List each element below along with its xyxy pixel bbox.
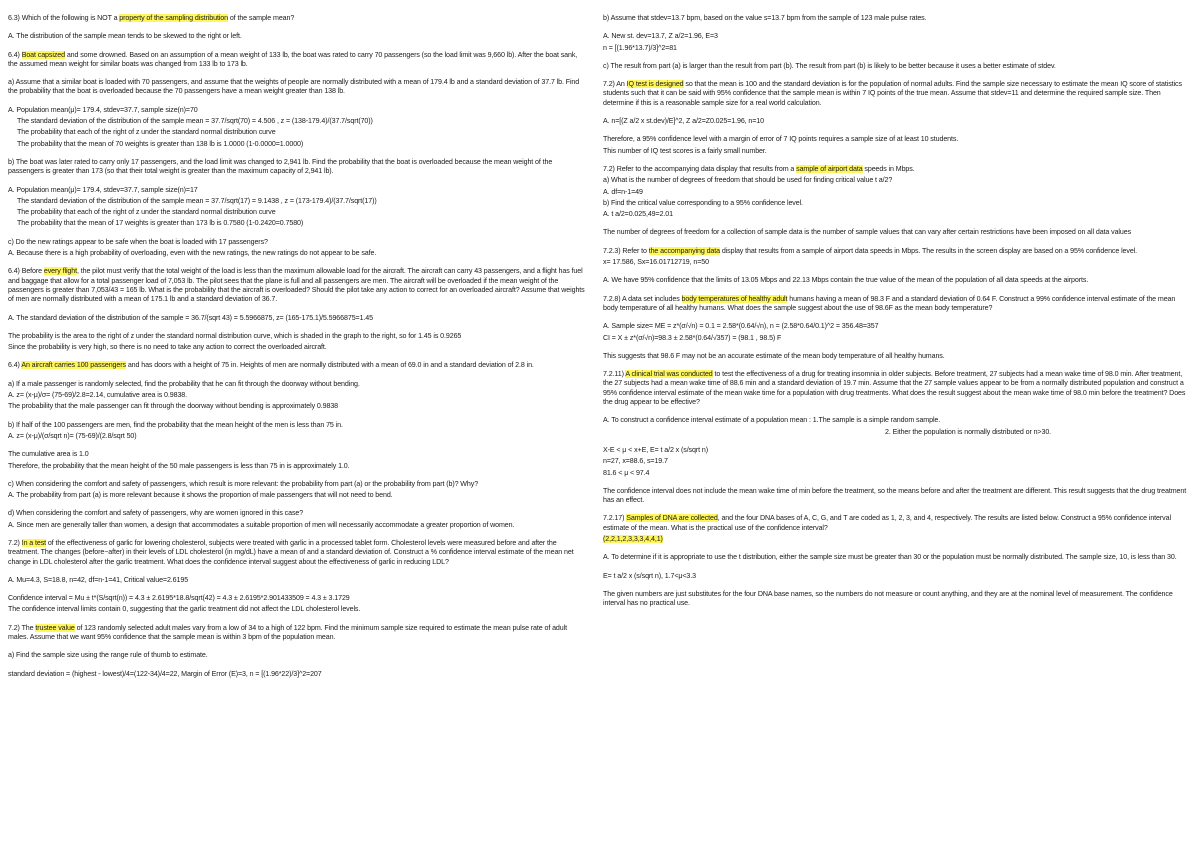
text: so that the mean is 100 and the standard deviation is for the population of normal adults. Find the sample size necessary to estimate the mean IQ score of statistics students such that it can be said with 95% confidence that the sample mean is within 7 IQ points of the true mean. Assume that stdev=11 and determine the required sample size. Then determine if this is a reasonable sample size for a real world calculation.: [603, 80, 1182, 107]
answer-line: A. We have 95% confidence that the limits of 13.05 Mbps and 22.13 Mbps contain the true value of the mean of the population of all data speeds at the airports.: [603, 276, 1089, 285]
highlight: trustee value: [35, 623, 75, 632]
text: 7.2) Refer to the accompanying data display that results from a: [603, 164, 797, 173]
text: 6.4): [8, 50, 22, 59]
text: speeds in Mbps.: [862, 164, 915, 173]
answer-6-3: A. The distribution of the sample mean tends to be skewed to the right or left.: [8, 32, 242, 41]
answer-line: A. z= (x-μ)/σ= (75-69)/2.8=2.14, cumulative area is 0.9838.: [8, 391, 188, 400]
answer-line: A. New st. dev=13.7, Z a/2=1.96, E=3: [603, 32, 718, 41]
text: 6.4): [8, 361, 22, 370]
answer-line: The given numbers are just substitutes for the four DNA base names, so the numbers do not measure or count anything, and they are at the nominal level of measurement. The confidence interval has no practical use.: [603, 589, 1173, 608]
answer-line: A. Because there is a high probability of overloading, even with the new ratings, the new ratings do not appear to be safe.: [8, 249, 377, 258]
text: 7.2) An: [603, 80, 627, 89]
answer-line: X-E < μ < x+E, E= t a/2 x (s/sqrt n): [603, 445, 708, 454]
question-part-b: b) Assume that stdev=13.7 bpm, based on the value s=13.7 bpm from the sample of 123 male pulse rates.: [603, 14, 927, 22]
answer-line: Therefore, a 95% confidence level with a margin of error of 7 IQ points requires a sample size of at least 10 students.: [603, 135, 959, 144]
text: of the sample mean?: [227, 14, 295, 22]
text: 6.3) Which of the following is NOT a: [8, 14, 120, 22]
question-7-2-17: [603, 514, 1188, 533]
answer-line: A. Population mean(μ)= 179.4, stdev=37.7, sample size(n)=70: [8, 105, 198, 114]
answer-line: The confidence interval does not include the mean wake time of min before the treatment, so the means before and after the treatment are different. This result suggests that the drug treatment has an effect.: [603, 486, 1187, 505]
text: display that results from a sample of airport data speeds in Mbps. The results in the screen display are based on a 95% confidence level.: [719, 246, 1138, 255]
answer-line: Confidence interval = Mu ± t*(S/sqrt(n)) = 4.3 ± 2.6195*18.8/sqrt(42) = 4.3 ± 2.6195*2.901433509 = 4.3 ± 3.1729: [8, 594, 350, 603]
answer-line: x= 17.586, Sx=16.01712719, n=50: [603, 258, 709, 267]
answer-line: A. Mu=4.3, S=18.8, n=42, df=n-1=41, Critical value=2.6195: [8, 575, 189, 584]
question-6-3: [8, 14, 586, 23]
answer-line: A. n=[(Z a/2 x st.dev)/E]^2, Z a/2=Z0.025=1.96, n=10: [603, 117, 764, 126]
question-7-2-data-speeds: [603, 165, 1188, 174]
answer-line: The standard deviation of the distribution of the sample mean = 37.7/sqrt(17) = 9.1438 , z = (173-179.4)/(37.7/sqrt(17)): [17, 196, 377, 205]
text: and has doors with a height of 75 in. Heights of men are normally distributed with a mean of 69.0 in and a standard deviation of 2.8 in.: [125, 361, 534, 370]
text: , the pilot must verify that the total weight of the load is less than the maximum allowable load for the aircraft. The aircraft can carry 43 passengers, and a flight has fuel and baggage that allow for a total passenger load of 7,053 lb. The pilot sees that the plane is full and all passengers are men. The aircraft will be overloaded if the mean weight of the passengers is greater than 7,053/43 = 165 lb. What is the probability that the aircraft is overloaded? Should the pilot take any action to correct for an overloaded aircraft? Assume that weights of men are normally distributed with a mean of 175.1 lb and a standard deviation of 36.7.: [8, 267, 585, 304]
answer-line: The standard deviation of the distribution of the sample mean = 37.7/sqrt(70) = 4.506 , z = (138-179.4)/(37.7/sqrt(70)): [17, 117, 373, 126]
question-part-c: c) The result from part (a) is larger than the result from part (b). The result from part (b) is likely to be better because it uses a better estimate of stdev.: [603, 61, 1056, 70]
highlight: Samples of DNA are collected: [626, 514, 718, 523]
answer-line: A. The probability from part (a) is more relevant because it shows the proportion of male passengers that will not need to bend.: [8, 491, 393, 500]
answer-line: standard deviation = (highest - lowest)/4=(122-34)/4=22, Margin of Error (E)=3, n = [(1.96*22)/3]^2=207: [8, 669, 322, 678]
question-7-2-pulse: [8, 624, 586, 643]
answer-line: The probability that each of the right of z under the standard normal distribution curve: [17, 208, 276, 217]
answer-line: A. The standard deviation of the distribution of the sample = 36.7/(sqrt 43) = 5.5966875, z= (165-175.1)/5.5966875=1.45: [8, 313, 373, 322]
answer-line: The confidence interval limits contain 0, suggesting that the garlic treatment did not affect the LDL cholesterol levels.: [8, 605, 361, 614]
question-part-a: a) If a male passenger is randomly selected, find the probability that he can fit through the doorway without bending.: [8, 379, 360, 388]
highlight: (2,2,1,2,3,3,3,4,4,1): [603, 534, 663, 543]
question-6-4-flight: [8, 267, 586, 304]
question-7-2-iq: [603, 80, 1188, 108]
right-column: [603, 14, 1188, 617]
highlight: An aircraft carries 100 passengers: [21, 361, 126, 370]
question-part-b: b) If half of the 100 passengers are men, find the probability that the mean height of the men is less than 75 in.: [8, 420, 343, 429]
question-part-a: a) What is the number of degrees of freedom that should be used for finding critical value t a/2?: [603, 176, 893, 185]
text: 6.4) Before: [8, 267, 44, 276]
answer-line: A. To determine if it is appropriate to use the t distribution, either the sample size must be greater than 30 or the population must be normally distributed. The sample size, 10, is less than 30.: [603, 553, 1177, 562]
answer-line: A. df=n-1=49: [603, 187, 643, 196]
highlight: every flight: [43, 267, 77, 276]
question-7-2-8: [603, 295, 1188, 314]
question-6-4-aircraft: [8, 361, 586, 370]
highlight: the accompanying data: [648, 246, 720, 255]
answer-line: Therefore, the probability that the mean height of the 50 male passengers is less than 75 in is approximately 1.0.: [8, 461, 350, 470]
answer-line: The probability is the area to the right of z under the standard normal distribution curve, which is shaded in the graph to the right, so for 1.45 is 0.9265: [8, 331, 462, 340]
answer-line: This suggests that 98.6 F may not be an accurate estimate of the mean body temperature of all healthy humans.: [603, 351, 945, 360]
question-part-d: d) When considering the comfort and safety of passengers, why are women ignored in this case?: [8, 509, 304, 518]
answer-line: n=27, x=88.6, s=19.7: [603, 457, 668, 466]
highlight: property of the sampling distribution: [119, 14, 228, 22]
question-part-a: a) Find the sample size using the range rule of thumb to estimate.: [8, 651, 208, 660]
answer-line: The probability that the mean of 17 weights is greater than 173 lb is 0.7580 (1-0.2420=0.7580): [17, 219, 304, 228]
answer-line: CI = X ± z*(σ/√n)=98.3 ± 2.58*(0.64/√357) = (98.1 , 98.5) F: [603, 333, 782, 342]
answer-line: Since the probability is very high, so there is no need to take any action to correct the overloaded aircraft.: [8, 343, 327, 352]
answer-line: This number of IQ test scores is a fairly small number.: [603, 146, 767, 155]
question-part-c: c) When considering the comfort and safety of passengers, which result is more relevant: the probability from part (a) or the probability from part (b)? Why?: [8, 479, 479, 488]
answer-line: The probability that each of the right of z under the standard normal distribution curve: [17, 128, 276, 137]
highlight: In a test: [21, 538, 47, 547]
answer-line: A. Population mean(μ)= 179.4, stdev=37.7, sample size(n)=17: [8, 185, 198, 194]
question-7-2-garlic: [8, 539, 586, 567]
text: humans having a mean of 98.3 F and a standard deviation of 0.64 F. Construct a 99% confidence interval estimate of the mean body temperature of all healthy humans. What does the sample suggest about the use of 98.6F as the mean body temperature?: [603, 294, 1176, 312]
answer-line: A. To construct a confidence interval estimate of a population mean : 1.The sample is a simple random sample.: [603, 416, 941, 425]
highlight: A clinical trial was conducted: [625, 370, 713, 379]
text: 7.2): [8, 538, 22, 547]
text: 7.2.3) Refer to: [603, 246, 649, 255]
answer-line: 81.6 < μ < 97.4: [603, 468, 650, 477]
question-7-2-11: [603, 370, 1188, 407]
answer-line: A. Since men are generally taller than women, a design that accommodates a suitable proportion of men will necessarily accommodate a greater proportion of women.: [8, 520, 515, 529]
definition-note: The number of degrees of freedom for a collection of sample data is the number of sample values that can vary after certain restrictions have been imposed on all data values: [603, 228, 1132, 237]
text: 7.2.17): [603, 514, 627, 523]
answer-line: 2. Either the population is normally distributed or n>30.: [885, 427, 1052, 436]
answer-line: A. Sample size= ME = z*(σ/√n) = 0.1 = 2.58*(0.64/√n), n = (2.58*0.64/0.1)^2 = 356.48=357: [603, 322, 879, 331]
text: 7.2.8) A data set includes: [603, 294, 682, 303]
question-part-b: b) Find the critical value corresponding to a 95% confidence level.: [603, 198, 803, 207]
answer-line: The probability that the mean of 70 weights is greater than 138 lb is 1.0000 (1-0.0000=1.0000): [17, 139, 304, 148]
text: of 123 randomly selected adult males vary from a low of 34 to a high of 122 bpm. Find the minimum sample size required to estimate the mean pulse rate of adult males. Assume that we want 95% confidence that the sample mean is within 3 bpm of the population mean.: [8, 623, 567, 642]
text: to test the effectiveness of a drug for treating insomnia in older subjects. Before treatment, 27 subjects had a mean wake time of 98.0 min. After treatment, the 27 subjects had a mean wake time of 88.6 min and a standard deviation of 19.7 min. Assume that the 27 sample values appear to be from a normally distributed population and construct a 95% confidence interval estimate of the mean wake time for a population with drug treatments. What does the result suggest about the mean wake time of 98.0 min before the treatment? Does the drug appear to be effective?: [603, 370, 1186, 407]
text: 7.2) The: [8, 623, 36, 632]
highlight: IQ test is designed: [626, 80, 684, 89]
question-6-4b: b) The boat was later rated to carry only 17 passengers, and the load limit was changed to 2,941 lb. Find the probability that the boat is overloaded because the mean weight of the passengers is greater than 173 (so that their total weight is greater than the maximum capacity of 2,941 lb).: [8, 157, 553, 176]
highlight: Boat capsized: [21, 50, 65, 59]
answer-line: The cumulative area is 1.0: [8, 450, 89, 459]
answer-line: A. z= (x-μ)/(σ/sqrt n)= (75-69)/(2.8/sqrt 50): [8, 431, 137, 440]
text: of the effectiveness of garlic for lowering cholesterol, subjects were treated with garlic in a processed tablet form. Cholesterol levels were measured before and after the treatment. The changes (before−after) in their levels of LDL cholesterol (in mg/dL) have a mean of and a standard deviation of. Construct a % confidence interval estimate of the mean net change in LDL cholesterol after the garlic treatment. What does the confidence interval suggest about the effectiveness of garlic in reducing LDL?: [8, 538, 574, 566]
question-6-4-boat: [8, 51, 586, 70]
answer-line: n = [(1.96*13.7)/3]^2=81: [603, 43, 677, 52]
answer-line: A. t a/2=0.025,49=2.01: [603, 210, 673, 219]
text: and some drowned. Based on an assumption of a mean weight of 133 lb, the boat was rated to carry 70 passengers (so the load limit was 9,660 lb). After the boat sank, the assumed mean weight for similar boats was changed from 133 lb to 173 lb.: [8, 50, 578, 68]
answer-line: The probability that the male passenger can fit through the doorway without bending is approximately 0.9838: [8, 402, 339, 411]
answer-line: E= t a/2 x (s/sqrt n), 1.7<μ<3.3: [603, 571, 696, 580]
left-column: [8, 14, 586, 688]
highlight: sample of airport data: [796, 164, 863, 173]
question-6-4a: a) Assume that a similar boat is loaded with 70 passengers, and assume that the weights of people are normally distributed with a mean of 179.4 lb and a standard deviation of 37.7 lb. Find the probability that the boat is overloaded because the 70 passengers have a mean weight greater than 138 lb.: [8, 78, 580, 96]
highlight: body temperatures of healthy adult: [681, 294, 788, 303]
text: , and the four DNA bases of A, C, G, and T are coded as 1, 2, 3, and 4, respectively. The results are listed below. Construct a 95% confidence interval estimate of the mean. What is the practical use of the confidence interval?: [603, 514, 1171, 532]
question-7-2-3: [603, 247, 1188, 256]
text: 7.2.11): [603, 370, 626, 379]
question-6-4c: c) Do the new ratings appear to be safe when the boat is loaded with 17 passengers?: [8, 237, 268, 246]
dna-values: [603, 535, 1188, 544]
